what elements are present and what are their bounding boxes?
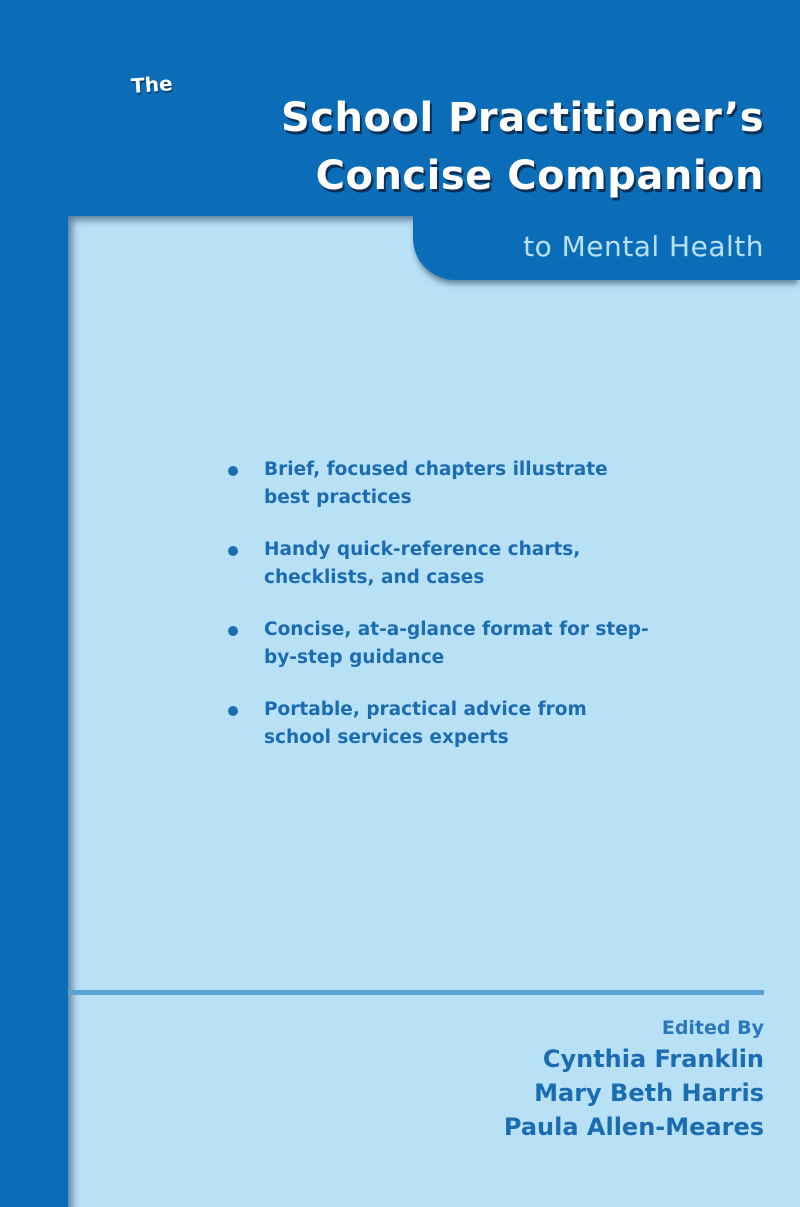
feature-text: Brief, focused chapters illustrate best practices — [264, 459, 608, 508]
bullet-dot-icon — [228, 546, 238, 556]
editor-name: Mary Beth Harris — [534, 1079, 764, 1107]
feature-item — [222, 536, 652, 592]
title-prefix: The — [130, 71, 174, 98]
subtitle: to Mental Health — [523, 230, 764, 263]
bullet-dot-icon — [228, 706, 238, 716]
edited-by-label: Edited By — [661, 1017, 764, 1039]
subtitle-tab — [413, 216, 800, 280]
feature-item — [222, 456, 652, 512]
feature-text: Concise, at-a-glance format for step-by-step guidance — [264, 619, 649, 668]
bullet-dot-icon — [228, 626, 238, 636]
features-list — [222, 456, 652, 776]
horizontal-divider — [68, 990, 764, 995]
title-line-1: School Practitioner’s — [281, 95, 764, 141]
credits-block — [504, 1014, 764, 1144]
feature-text: Handy quick-reference charts, checklists, and cases — [264, 539, 581, 588]
feature-item — [222, 696, 652, 752]
feature-item — [222, 616, 652, 672]
feature-text: Portable, practical advice from school services experts — [264, 699, 587, 748]
bullet-dot-icon — [228, 466, 238, 476]
title-line-2: Concise Companion — [315, 153, 764, 199]
editor-name: Paula Allen-Meares — [503, 1113, 764, 1141]
editor-name: Cynthia Franklin — [542, 1045, 764, 1073]
